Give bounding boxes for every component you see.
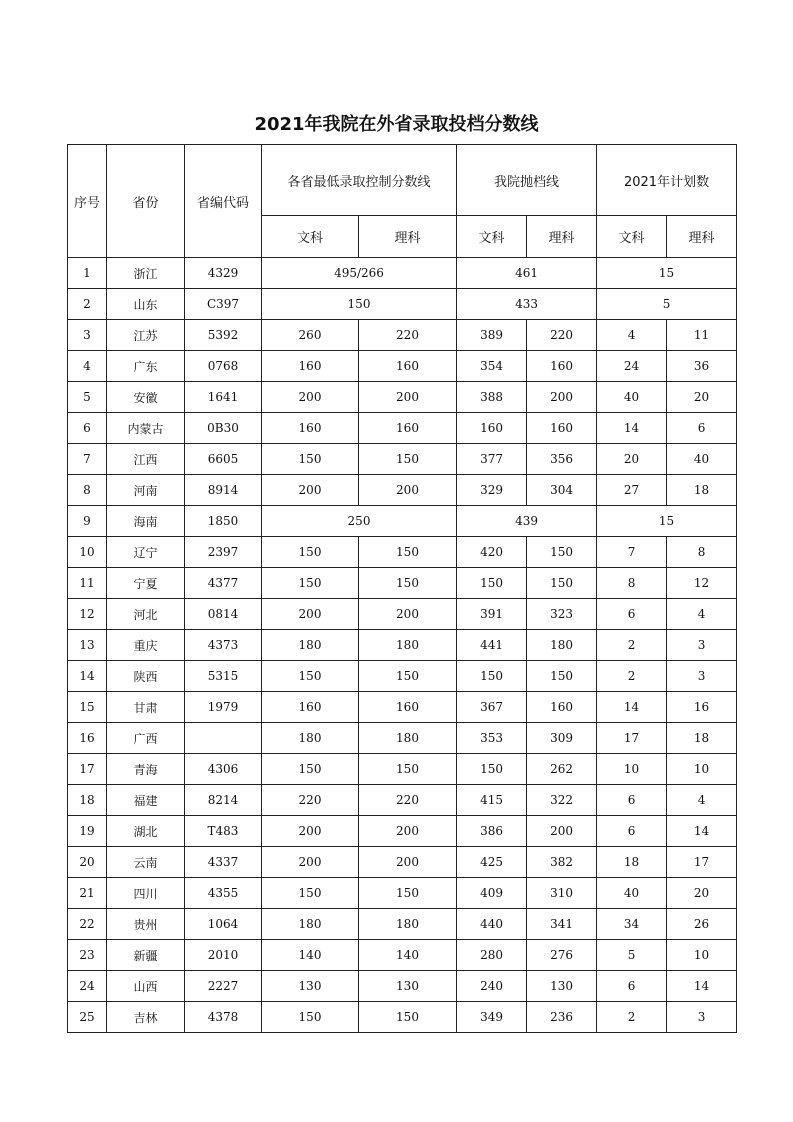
header-plan-li: 理科 — [667, 216, 737, 258]
plan-wen-cell: 2 — [597, 661, 667, 692]
cutoff-wen-cell: 388 — [457, 382, 527, 413]
seq-cell: 11 — [68, 568, 107, 599]
seq-cell: 9 — [68, 506, 107, 537]
province-cell: 浙江 — [107, 258, 185, 289]
control-li-cell: 180 — [359, 723, 457, 754]
cutoff-li-cell: 382 — [527, 847, 597, 878]
page-title: 2021年我院在外省录取投档分数线 — [254, 114, 539, 135]
control-wen-cell: 150 — [262, 878, 359, 909]
control-li-cell: 200 — [359, 599, 457, 630]
seq-cell: 18 — [68, 785, 107, 816]
plan-li-cell: 3 — [667, 661, 737, 692]
control-wen-cell: 200 — [262, 847, 359, 878]
control-li-cell: 160 — [359, 692, 457, 723]
plan-li-cell: 4 — [667, 599, 737, 630]
control-merged-cell: 495/266 — [262, 258, 457, 289]
plan-wen-cell: 20 — [597, 444, 667, 475]
control-li-cell: 200 — [359, 847, 457, 878]
table-row — [68, 630, 737, 661]
province-cell: 福建 — [107, 785, 185, 816]
province-cell: 辽宁 — [107, 537, 185, 568]
province-cell: 新疆 — [107, 940, 185, 971]
control-li-cell: 160 — [359, 413, 457, 444]
province-cell: 海南 — [107, 506, 185, 537]
cutoff-wen-cell: 240 — [457, 971, 527, 1002]
cutoff-li-cell: 276 — [527, 940, 597, 971]
cutoff-wen-cell: 389 — [457, 320, 527, 351]
code-cell: 6605 — [185, 444, 262, 475]
seq-cell: 25 — [68, 1002, 107, 1033]
cutoff-li-cell: 356 — [527, 444, 597, 475]
plan-li-cell: 16 — [667, 692, 737, 723]
plan-wen-cell: 5 — [597, 940, 667, 971]
plan-li-cell: 36 — [667, 351, 737, 382]
table-row — [68, 971, 737, 1002]
seq-cell: 20 — [68, 847, 107, 878]
control-wen-cell: 180 — [262, 630, 359, 661]
control-li-cell: 160 — [359, 351, 457, 382]
control-wen-cell: 150 — [262, 1002, 359, 1033]
code-cell: 4373 — [185, 630, 262, 661]
header-seq: 序号 — [68, 145, 107, 258]
control-wen-cell: 150 — [262, 444, 359, 475]
province-cell: 四川 — [107, 878, 185, 909]
code-cell: 4329 — [185, 258, 262, 289]
table-row — [68, 506, 737, 537]
control-wen-cell: 180 — [262, 723, 359, 754]
plan-li-cell: 18 — [667, 475, 737, 506]
plan-wen-cell: 2 — [597, 630, 667, 661]
plan-wen-cell: 18 — [597, 847, 667, 878]
table-row — [68, 816, 737, 847]
cutoff-wen-cell: 354 — [457, 351, 527, 382]
plan-li-cell: 26 — [667, 909, 737, 940]
plan-li-cell: 3 — [667, 1002, 737, 1033]
cutoff-li-cell: 200 — [527, 816, 597, 847]
code-cell: 4306 — [185, 754, 262, 785]
seq-cell: 22 — [68, 909, 107, 940]
seq-cell: 2 — [68, 289, 107, 320]
plan-li-cell: 20 — [667, 382, 737, 413]
cutoff-li-cell: 160 — [527, 692, 597, 723]
control-li-cell: 150 — [359, 537, 457, 568]
control-li-cell: 150 — [359, 1002, 457, 1033]
code-cell: 0B30 — [185, 413, 262, 444]
cutoff-wen-cell: 425 — [457, 847, 527, 878]
header-cutoff-li: 理科 — [527, 216, 597, 258]
province-cell: 山西 — [107, 971, 185, 1002]
code-cell: 4337 — [185, 847, 262, 878]
seq-cell: 12 — [68, 599, 107, 630]
plan-wen-cell: 6 — [597, 971, 667, 1002]
control-wen-cell: 160 — [262, 351, 359, 382]
code-cell: 4378 — [185, 1002, 262, 1033]
province-cell: 江西 — [107, 444, 185, 475]
control-li-cell: 200 — [359, 475, 457, 506]
control-wen-cell: 180 — [262, 909, 359, 940]
control-wen-cell: 140 — [262, 940, 359, 971]
seq-cell: 23 — [68, 940, 107, 971]
table-row — [68, 909, 737, 940]
control-wen-cell: 150 — [262, 661, 359, 692]
cutoff-wen-cell: 367 — [457, 692, 527, 723]
control-wen-cell: 130 — [262, 971, 359, 1002]
cutoff-wen-cell: 353 — [457, 723, 527, 754]
table-row — [68, 351, 737, 382]
plan-wen-cell: 17 — [597, 723, 667, 754]
control-li-cell: 180 — [359, 909, 457, 940]
province-cell: 陕西 — [107, 661, 185, 692]
cutoff-li-cell: 341 — [527, 909, 597, 940]
table-row — [68, 320, 737, 351]
cutoff-wen-cell: 391 — [457, 599, 527, 630]
plan-li-cell: 4 — [667, 785, 737, 816]
table-row — [68, 692, 737, 723]
cutoff-wen-cell: 150 — [457, 754, 527, 785]
plan-wen-cell: 34 — [597, 909, 667, 940]
seq-cell: 24 — [68, 971, 107, 1002]
table-row — [68, 661, 737, 692]
cutoff-li-cell: 262 — [527, 754, 597, 785]
seq-cell: 6 — [68, 413, 107, 444]
control-li-cell: 200 — [359, 382, 457, 413]
cutoff-li-cell: 160 — [527, 413, 597, 444]
control-li-cell: 130 — [359, 971, 457, 1002]
plan-li-cell: 14 — [667, 971, 737, 1002]
plan-wen-cell: 14 — [597, 413, 667, 444]
plan-merged-cell: 15 — [597, 258, 737, 289]
header-plan-wen: 文科 — [597, 216, 667, 258]
table-row — [68, 475, 737, 506]
plan-li-cell: 12 — [667, 568, 737, 599]
cutoff-li-cell: 309 — [527, 723, 597, 754]
plan-li-cell: 40 — [667, 444, 737, 475]
header-province: 省份 — [107, 145, 185, 258]
code-cell: 0768 — [185, 351, 262, 382]
seq-cell: 3 — [68, 320, 107, 351]
cutoff-li-cell: 220 — [527, 320, 597, 351]
seq-cell: 4 — [68, 351, 107, 382]
cutoff-wen-cell: 409 — [457, 878, 527, 909]
plan-wen-cell: 6 — [597, 785, 667, 816]
plan-wen-cell: 10 — [597, 754, 667, 785]
plan-li-cell: 10 — [667, 754, 737, 785]
code-cell: 0814 — [185, 599, 262, 630]
control-li-cell: 140 — [359, 940, 457, 971]
code-cell: 4377 — [185, 568, 262, 599]
cutoff-li-cell: 180 — [527, 630, 597, 661]
seq-cell: 21 — [68, 878, 107, 909]
control-li-cell: 220 — [359, 785, 457, 816]
control-wen-cell: 200 — [262, 816, 359, 847]
table-row — [68, 785, 737, 816]
header-cutoff-line: 我院抛档线 — [457, 145, 597, 216]
seq-cell: 19 — [68, 816, 107, 847]
seq-cell: 17 — [68, 754, 107, 785]
province-cell: 青海 — [107, 754, 185, 785]
control-li-cell: 150 — [359, 878, 457, 909]
code-cell: 5392 — [185, 320, 262, 351]
plan-wen-cell: 6 — [597, 816, 667, 847]
table-row — [68, 847, 737, 878]
province-cell: 广东 — [107, 351, 185, 382]
cutoff-merged-cell: 433 — [457, 289, 597, 320]
header-code: 省编代码 — [185, 145, 262, 258]
control-li-cell: 220 — [359, 320, 457, 351]
seq-cell: 10 — [68, 537, 107, 568]
cutoff-wen-cell: 329 — [457, 475, 527, 506]
seq-cell: 5 — [68, 382, 107, 413]
control-wen-cell: 150 — [262, 537, 359, 568]
admission-table — [67, 144, 737, 1033]
province-cell: 重庆 — [107, 630, 185, 661]
plan-wen-cell: 4 — [597, 320, 667, 351]
province-cell: 安徽 — [107, 382, 185, 413]
province-cell: 甘肃 — [107, 692, 185, 723]
code-cell: 8214 — [185, 785, 262, 816]
table-row — [68, 568, 737, 599]
cutoff-wen-cell: 150 — [457, 568, 527, 599]
province-cell: 广西 — [107, 723, 185, 754]
control-wen-cell: 220 — [262, 785, 359, 816]
table-row — [68, 413, 737, 444]
seq-cell: 15 — [68, 692, 107, 723]
seq-cell: 16 — [68, 723, 107, 754]
plan-wen-cell: 8 — [597, 568, 667, 599]
plan-wen-cell: 24 — [597, 351, 667, 382]
table-row — [68, 878, 737, 909]
cutoff-wen-cell: 440 — [457, 909, 527, 940]
table-row — [68, 382, 737, 413]
cutoff-wen-cell: 349 — [457, 1002, 527, 1033]
province-cell: 山东 — [107, 289, 185, 320]
province-cell: 湖北 — [107, 816, 185, 847]
province-cell: 宁夏 — [107, 568, 185, 599]
control-li-cell: 200 — [359, 816, 457, 847]
cutoff-li-cell: 130 — [527, 971, 597, 1002]
plan-li-cell: 20 — [667, 878, 737, 909]
table-row — [68, 754, 737, 785]
plan-wen-cell: 27 — [597, 475, 667, 506]
control-wen-cell: 200 — [262, 475, 359, 506]
control-li-cell: 150 — [359, 661, 457, 692]
cutoff-li-cell: 323 — [527, 599, 597, 630]
cutoff-wen-cell: 280 — [457, 940, 527, 971]
control-merged-cell: 250 — [262, 506, 457, 537]
control-wen-cell: 150 — [262, 754, 359, 785]
province-cell: 内蒙古 — [107, 413, 185, 444]
table-body — [68, 145, 737, 1033]
cutoff-wen-cell: 420 — [457, 537, 527, 568]
cutoff-merged-cell: 461 — [457, 258, 597, 289]
seq-cell: 8 — [68, 475, 107, 506]
table-row — [68, 723, 737, 754]
cutoff-wen-cell: 377 — [457, 444, 527, 475]
province-cell: 河北 — [107, 599, 185, 630]
table-row — [68, 599, 737, 630]
plan-wen-cell: 7 — [597, 537, 667, 568]
table-row — [68, 1002, 737, 1033]
header-control-line: 各省最低录取控制分数线 — [262, 145, 457, 216]
control-li-cell: 180 — [359, 630, 457, 661]
code-cell — [185, 723, 262, 754]
province-cell: 贵州 — [107, 909, 185, 940]
header-cutoff-wen: 文科 — [457, 216, 527, 258]
cutoff-li-cell: 160 — [527, 351, 597, 382]
control-wen-cell: 160 — [262, 692, 359, 723]
cutoff-li-cell: 150 — [527, 661, 597, 692]
cutoff-wen-cell: 150 — [457, 661, 527, 692]
seq-cell: 14 — [68, 661, 107, 692]
seq-cell: 7 — [68, 444, 107, 475]
plan-li-cell: 3 — [667, 630, 737, 661]
cutoff-wen-cell: 415 — [457, 785, 527, 816]
code-cell: 8914 — [185, 475, 262, 506]
plan-li-cell: 14 — [667, 816, 737, 847]
code-cell: 1979 — [185, 692, 262, 723]
control-wen-cell: 150 — [262, 568, 359, 599]
code-cell: 5315 — [185, 661, 262, 692]
cutoff-wen-cell: 441 — [457, 630, 527, 661]
control-merged-cell: 150 — [262, 289, 457, 320]
plan-li-cell: 18 — [667, 723, 737, 754]
plan-li-cell: 17 — [667, 847, 737, 878]
plan-wen-cell: 40 — [597, 382, 667, 413]
cutoff-li-cell: 200 — [527, 382, 597, 413]
plan-merged-cell: 5 — [597, 289, 737, 320]
code-cell: 2010 — [185, 940, 262, 971]
code-cell: 2227 — [185, 971, 262, 1002]
cutoff-li-cell: 322 — [527, 785, 597, 816]
control-li-cell: 150 — [359, 444, 457, 475]
seq-cell: 13 — [68, 630, 107, 661]
cutoff-merged-cell: 439 — [457, 506, 597, 537]
table-row — [68, 444, 737, 475]
plan-li-cell: 10 — [667, 940, 737, 971]
table-row — [68, 940, 737, 971]
code-cell: 1064 — [185, 909, 262, 940]
cutoff-li-cell: 150 — [527, 537, 597, 568]
code-cell: 4355 — [185, 878, 262, 909]
cutoff-li-cell: 310 — [527, 878, 597, 909]
cutoff-wen-cell: 386 — [457, 816, 527, 847]
header-control-wen: 文科 — [262, 216, 359, 258]
control-li-cell: 150 — [359, 754, 457, 785]
table-row — [68, 289, 737, 320]
province-cell: 江苏 — [107, 320, 185, 351]
cutoff-li-cell: 236 — [527, 1002, 597, 1033]
control-li-cell: 150 — [359, 568, 457, 599]
header-plan: 2021年计划数 — [597, 145, 737, 216]
plan-li-cell: 11 — [667, 320, 737, 351]
province-cell: 吉林 — [107, 1002, 185, 1033]
code-cell: 1641 — [185, 382, 262, 413]
cutoff-li-cell: 304 — [527, 475, 597, 506]
province-cell: 河南 — [107, 475, 185, 506]
plan-wen-cell: 40 — [597, 878, 667, 909]
table-row — [68, 537, 737, 568]
plan-li-cell: 6 — [667, 413, 737, 444]
plan-merged-cell: 15 — [597, 506, 737, 537]
code-cell: 1850 — [185, 506, 262, 537]
table-row — [68, 258, 737, 289]
code-cell: T483 — [185, 816, 262, 847]
cutoff-wen-cell: 160 — [457, 413, 527, 444]
code-cell: C397 — [185, 289, 262, 320]
header-control-li: 理科 — [359, 216, 457, 258]
control-wen-cell: 160 — [262, 413, 359, 444]
control-wen-cell: 260 — [262, 320, 359, 351]
seq-cell: 1 — [68, 258, 107, 289]
cutoff-li-cell: 150 — [527, 568, 597, 599]
plan-wen-cell: 2 — [597, 1002, 667, 1033]
control-wen-cell: 200 — [262, 382, 359, 413]
plan-wen-cell: 6 — [597, 599, 667, 630]
code-cell: 2397 — [185, 537, 262, 568]
plan-wen-cell: 14 — [597, 692, 667, 723]
province-cell: 云南 — [107, 847, 185, 878]
control-wen-cell: 200 — [262, 599, 359, 630]
header-row-1 — [68, 145, 737, 216]
plan-li-cell: 8 — [667, 537, 737, 568]
